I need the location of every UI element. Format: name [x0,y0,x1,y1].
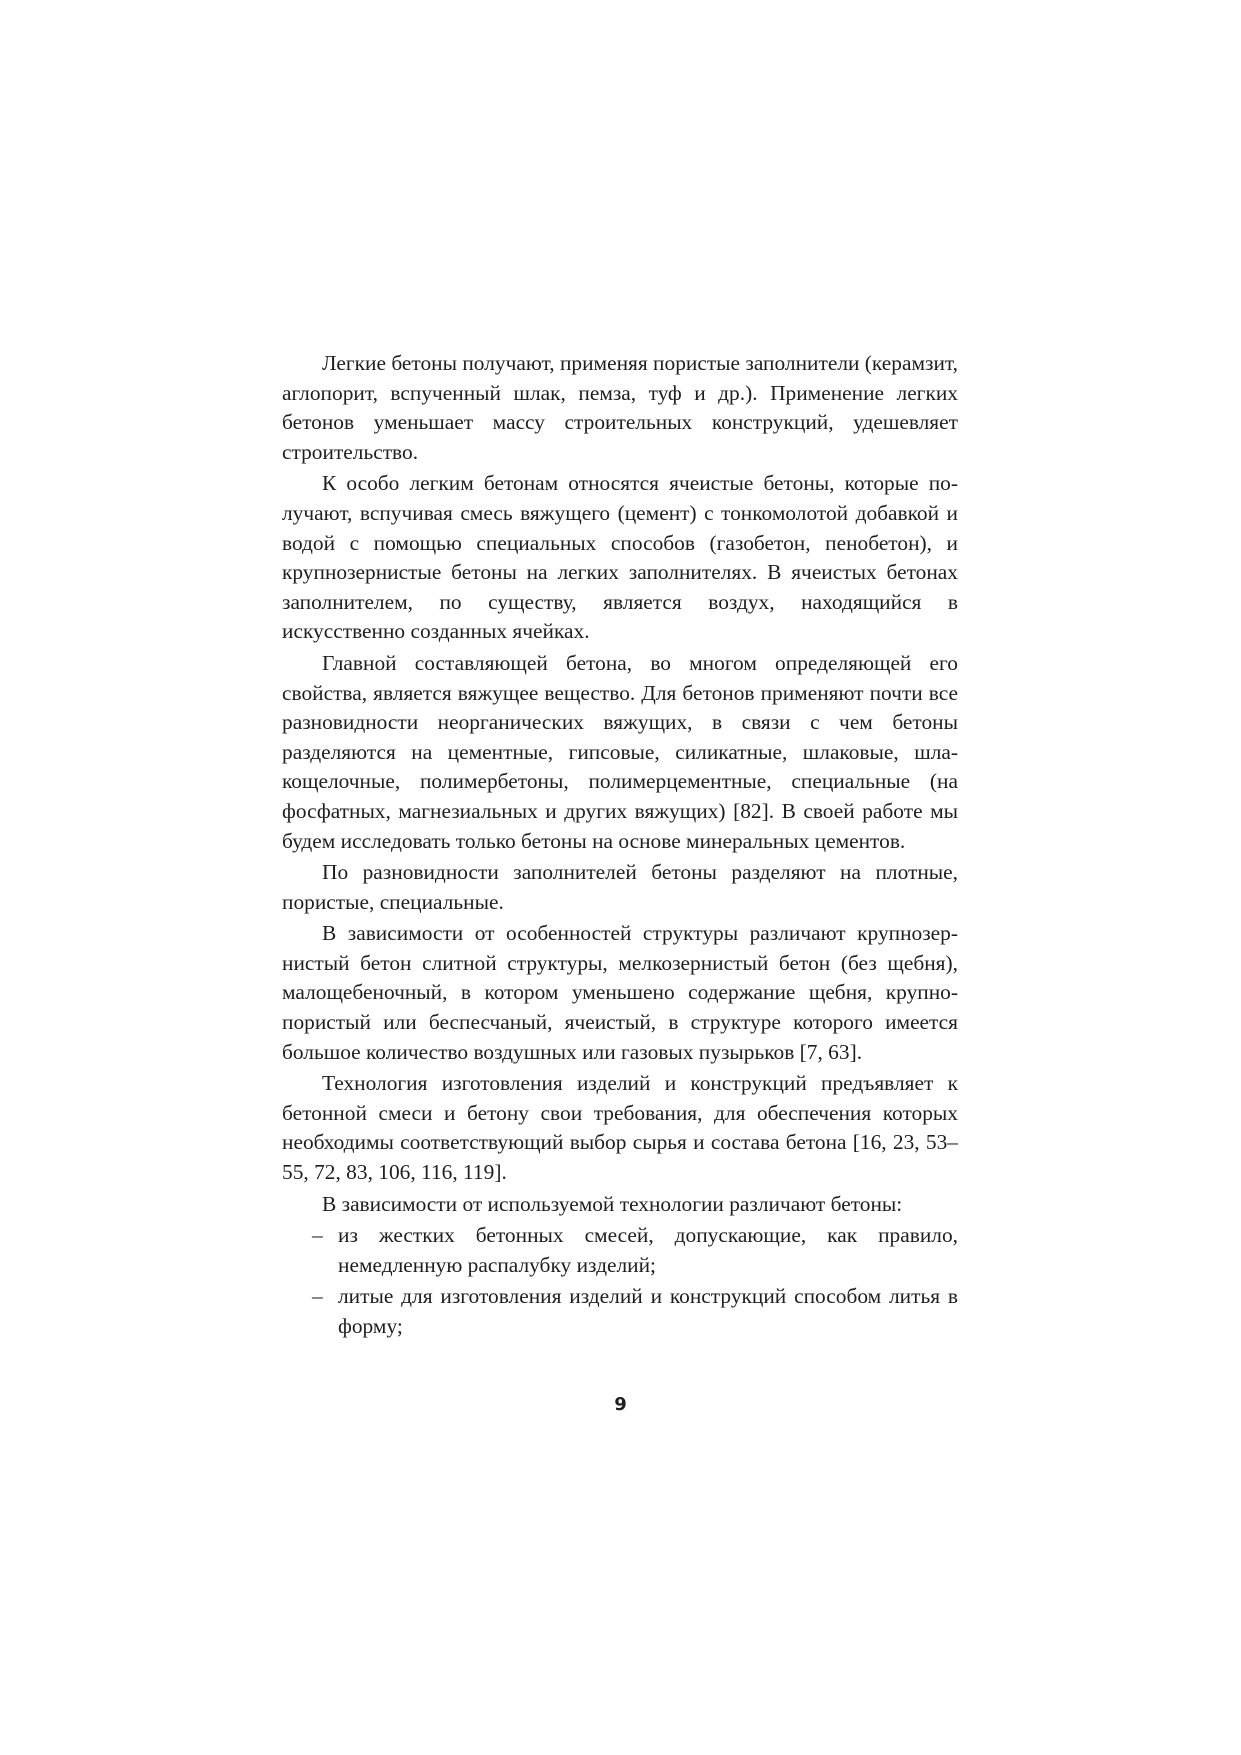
list-item-text: литые для изготовления изделий и конструкций способом литья в форму; [338,1284,958,1338]
dash-list [282,1221,958,1341]
paragraph: По разновидности заполнителей бетоны разделяют на плотные, пористые, специальные. [282,860,958,914]
list-item [282,1221,958,1280]
paragraph: Главной составляющей бетона, во многом определяющей его свойства, является вяжущее вещество. Для бетонов применяют почти все разновидности неорганических вяжущих, в связи с чем бетоны разделяются на цементные, гипсовые, силикатные, шлаковые, шлакощелочные, полимербетоны, полимерцементные, специальные (на фосфатных, магнезиальных и других вяжущих) [82]. В своей работе мы будем исследовать только бетоны на основе минеральных цементов. [282,650,958,853]
paragraph: В зависимости от особенностей структуры различают крупнозернистый бетон слитной структуры, мелкозернистый бетон (без щебня), малощебеночный, в котором уменьшено содержание щебня, крупнопористый или беспесчаный, ячеистый, в структуре которого имеется большое количество воздушных или газовых пузырьков [7, 63]. [282,921,958,1064]
dash-marker: – [312,1284,323,1309]
list-item [282,1282,958,1341]
dash-marker: – [312,1223,323,1248]
body-text [282,349,958,1342]
list-item-text: из жестких бетонных смесей, допускающие, как правило, немедленную распалубку изделий; [338,1223,958,1277]
paragraph: В зависимости от используемой технологии различают бетоны: [322,1191,903,1216]
paragraph: Технология изготовления изделий и конструкций предъявляет к бетонной смеси и бетону свои требования, для обеспечения которых необходимы соответствующий выбор сырья и состава бетона [16, 23, 53–55, 72, 83, 106, 116, 119]. [282,1071,958,1185]
paragraph: Легкие бетоны получают, применяя пористые заполнители (керамзит, аглопорит, вспученный шлак, пемза, туф и др.). Применение легких бетонов уменьшает массу строительных конструкций, удешевляет строительство. [282,351,958,464]
paragraph: К особо легким бетонам относятся ячеистые бетоны, которые получают, вспучивая смесь вяжущего (цемент) с тонкомолотой добавкой и водой с помощью специальных способов (газобетон, пенобетон), и крупнозернистые бетоны на легких заполнителях. В ячеистых бетонах заполнителем, по существу, является воздух, находящийся в искусственно созданных ячейках. [282,471,958,644]
page-number: 9 [614,1394,627,1415]
